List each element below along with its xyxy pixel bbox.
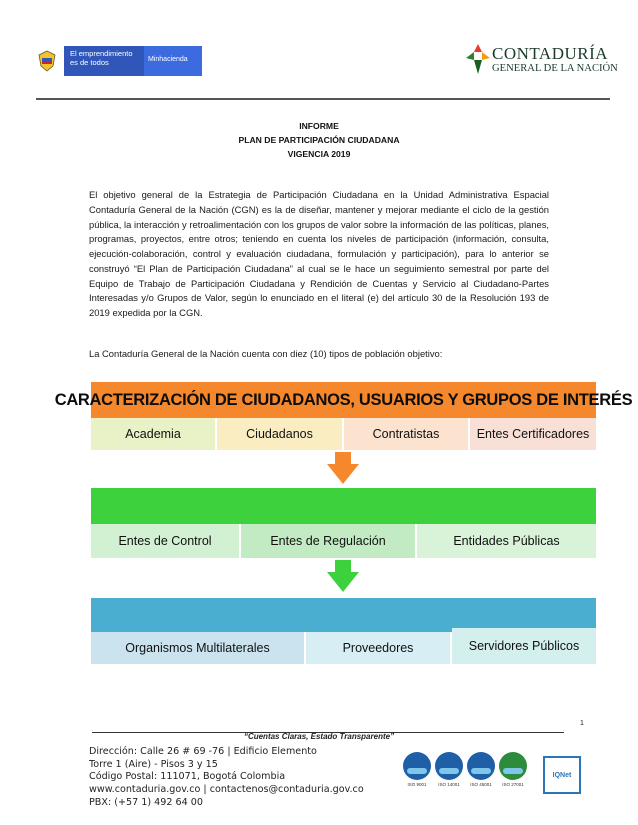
phone-line: PBX: (+57 1) 492 64 00	[89, 796, 203, 808]
doc-title-line3: VIGENCIA 2019	[287, 149, 351, 159]
org-name: CONTADURÍA	[492, 44, 609, 63]
address-line: Dirección: Calle 26 # 69 -76 | Edificio Elemento	[89, 746, 317, 757]
arrow-down-icon	[327, 572, 359, 592]
org-subtitle: GENERAL DE LA NACIÓN	[492, 63, 618, 74]
cgn-mark-icon	[466, 44, 490, 74]
diagram-heading: CARACTERIZACIÓN DE CIUDADANOS, USUARIOS Y GRUPOS DE INTERÉS	[54, 390, 633, 409]
certification-badges	[403, 752, 583, 804]
group-ciudadanos: Ciudadanos	[217, 418, 342, 450]
green-band	[91, 488, 596, 524]
population-intro: La Contaduría General de la Nación cuenta con diez (10) tipos de población objetivo:	[89, 348, 443, 359]
group-proveedores: Proveedores	[306, 632, 450, 664]
footer-slogan: “Cuentas Claras, Estado Transparente”	[243, 732, 395, 741]
government-banner	[64, 46, 202, 76]
iso-45001-badge-icon: ISO 45001	[467, 752, 495, 796]
intro-paragraph: El objetivo general de la Estrategia de Participación Ciudadana en la Unidad Administrativa Espacial Contaduría General de la Nación (CGN) es la de diseñar, mantener y mejorar mediante el ciclo de la gestión pública, la interacción y retroalimentación con los grupos de valor sobre la información de las políticas, planes, programas, proyectos, entre otros; teniendo en cuenta los niveles de participación (información, consulta, ejecución-colaboración, control y evaluación ciudadana, formulación y participación), para lo anterior se construyó “El Plan de Participación Ciudadana” al cual se le hace un seguimiento semestral por parte del Equipo de Trabajo de Participación Ciudadana y Rendición de Cuentas y Servicio al Ciudadano-Partes Interesadas y/o Grupos de Valor, según lo enunciado en el literal (e) del artículo 30 de la Resolución 193 de 2019 expedida por la CGN.	[89, 189, 549, 318]
contact-block	[89, 746, 364, 810]
iso-9001-badge-icon: ISO 9001	[403, 752, 431, 796]
address-line: Código Postal: 111071, Bogotá Colombia	[89, 771, 286, 783]
doc-title-line1: INFORME	[299, 121, 339, 131]
address-line: Torre 1 (Aire) - Pisos 3 y 15	[89, 758, 218, 770]
colombia-seal-icon	[36, 50, 58, 72]
heading-band	[54, 382, 633, 418]
government-logo	[36, 46, 206, 76]
group-entes-control: Entes de Control	[91, 524, 239, 558]
group-academia: Academia	[91, 418, 215, 450]
web-email-line: www.contaduria.gov.co | contactenos@contaduria.gov.co	[89, 784, 364, 796]
cgn-logo	[466, 44, 616, 78]
group-servidores-publicos: Servidores Públicos	[452, 628, 596, 664]
iqnet-badge-icon: IQNet	[543, 756, 581, 794]
ministry-name: Minhacienda	[144, 46, 202, 76]
group-contratistas: Contratistas	[344, 418, 468, 450]
blue-band	[91, 598, 596, 632]
group-entes-regulacion: Entes de Regulación	[241, 524, 415, 558]
iso-14001-badge-icon: ISO 14001	[435, 752, 463, 796]
iso-27001-badge-icon: ISO 27001	[499, 752, 527, 796]
arrow-down-icon	[327, 464, 359, 484]
group-entidades-publicas: Entidades Públicas	[417, 524, 596, 558]
header-divider	[36, 98, 610, 100]
group-entes-certificadores: Entes Certificadores	[470, 418, 596, 450]
government-tagline: El emprendimiento es de todos	[64, 46, 144, 76]
page-number: 1	[580, 720, 584, 727]
group-organismos-multilaterales: Organismos Multilaterales	[91, 632, 304, 664]
doc-title-line2: PLAN DE PARTICIPACIÓN CIUDADANA	[238, 135, 400, 145]
